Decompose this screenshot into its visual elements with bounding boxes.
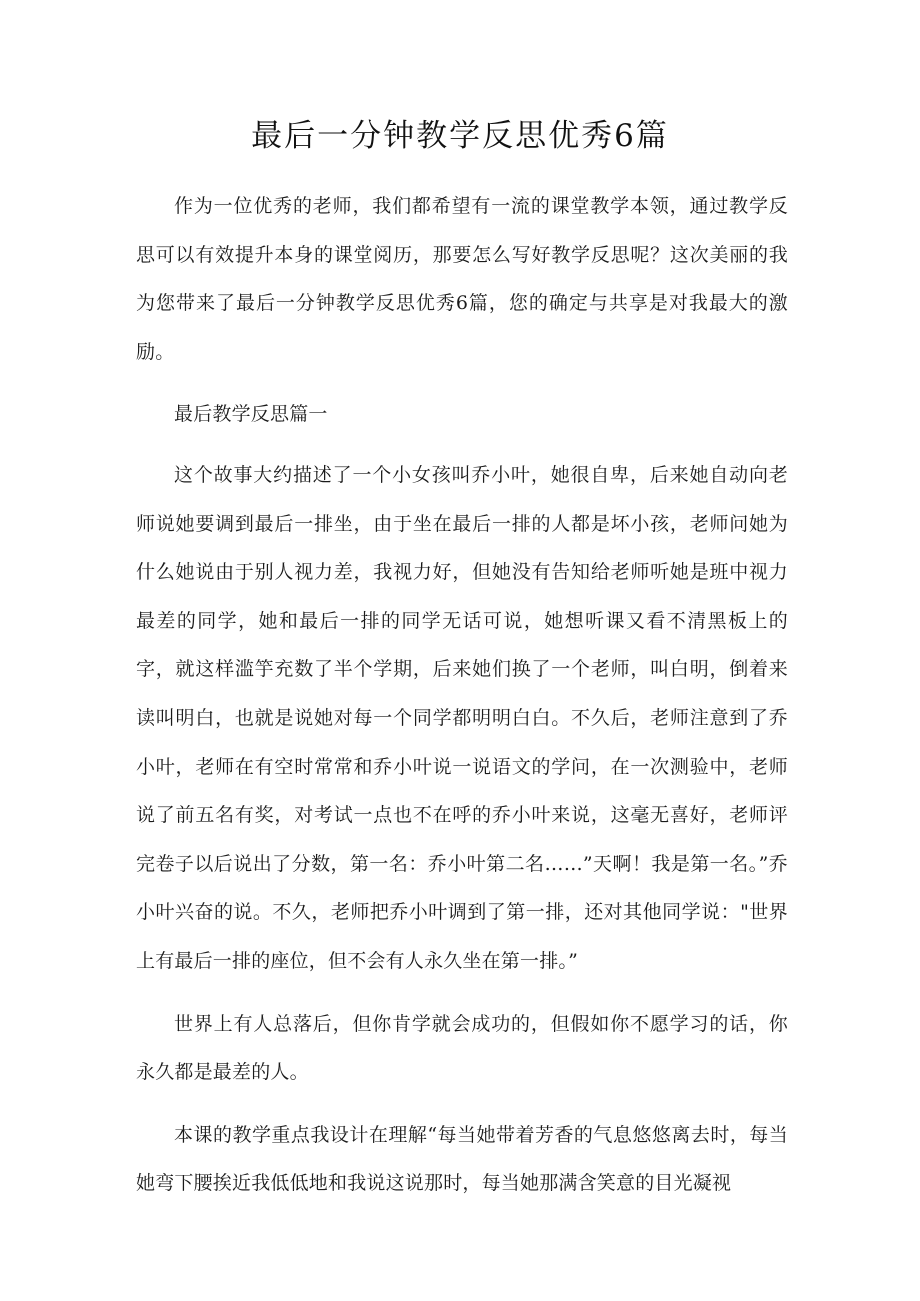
document-title: 最后一分钟教学反思优秀6篇 [251,118,669,154]
teaching-focus-paragraph: 本课的教学重点我设计在理解“每当她带着芳香的气息悠悠离去时，每当她弯下腰挨近我低低地和我说这说那时，每当她那满含笑意的目光凝视 [136,1123,788,1195]
document-body [136,182,788,1210]
story-paragraph: 这个故事大约描述了一个小女孩叫乔小叶，她很自卑，后来她自动向老师说她要调到最后一排坐，由于坐在最后一排的人都是坏小孩，老师问她为什么她说由于别人视力差，我视力好，但她没有告知给老师听她是班中视力最差的同学，她和最后一排的同学无话可说，她想听课又看不清黑板上的字，就这样滥竽充数了半个学期，后来她们换了一个老师，叫白明，倒着来读叫明白，也就是说她对每一个同学都明明白白。不久后，老师注意到了乔小叶，老师在有空时常常和乔小叶说一说语文的学问，在一次测验中，老师说了前五名有奖，对考试一点也不在呼的乔小叶来说，这毫无喜好，老师评完卷子以后说出了分数，第一名：乔小叶第二名……”天啊！我是第一名。”乔小叶兴奋的说。不久，老师把乔小叶调到了第一排，还对其他同学说："世界上有最后一排的座位，但不会有人永久坐在第一排。” [136,463,788,972]
section-heading: 最后教学反思篇一 [174,403,328,426]
intro-paragraph: 作为一位优秀的老师，我们都希望有一流的课堂教学本领，通过教学反思可以有效提升本身的课堂阅历，那要怎么写好教学反思呢？这次美丽的我为您带来了最后一分钟教学反思优秀6篇，您的确定与共享是对我最大的激励。 [136,195,788,363]
moral-paragraph: 世界上有人总落后，但你肯学就会成功的，但假如你不愿学习的话，你永久都是最差的人。 [136,1012,788,1084]
